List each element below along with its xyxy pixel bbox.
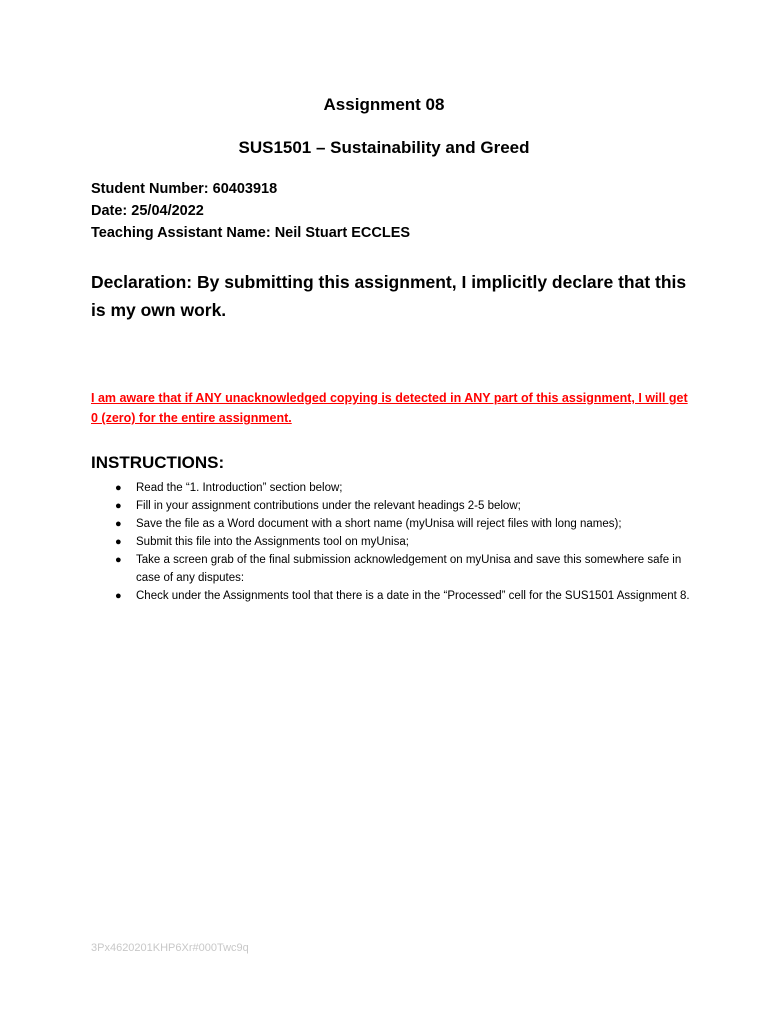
instructions-list <box>91 479 691 605</box>
list-item <box>91 497 691 515</box>
document-subtitle: SUS1501 – Sustainability and Greed <box>238 138 530 157</box>
bullet-icon: ● <box>115 482 122 494</box>
document-watermark: 3Px4620201KHP6Xr#000Twc9q <box>91 942 249 954</box>
declaration-statement: Declaration: By submitting this assignment, I implicitly declare that this is my own work. <box>91 272 687 320</box>
bullet-icon: ● <box>115 590 122 602</box>
bullet-icon: ● <box>115 518 122 530</box>
submission-date: Date: 25/04/2022 <box>91 203 204 219</box>
list-item-text: Check under the Assignments tool that there is a date in the “Processed” cell for the SUS1501 Assignment 8. <box>136 590 690 602</box>
teaching-assistant-name: Teaching Assistant Name: Neil Stuart ECCLES <box>91 225 411 241</box>
bullet-icon: ● <box>115 500 122 512</box>
list-item <box>91 533 691 551</box>
bullet-icon: ● <box>115 554 122 566</box>
list-item <box>91 515 691 533</box>
document-title: Assignment 08 <box>323 95 445 114</box>
list-item-text: Save the file as a Word document with a short name (myUnisa will reject files with long names); <box>136 518 622 530</box>
instructions-heading: INSTRUCTIONS: <box>91 453 225 472</box>
plagiarism-warning: I am aware that if ANY unacknowledged copying is detected in ANY part of this assignment, I will get 0 (zero) for the entire assignment. <box>91 391 688 425</box>
student-number: Student Number: 60403918 <box>91 181 278 197</box>
list-item-text: Submit this file into the Assignments tool on myUnisa; <box>136 536 409 548</box>
list-item-text: Fill in your assignment contributions under the relevant headings 2-5 below; <box>136 500 521 512</box>
bullet-icon: ● <box>115 536 122 548</box>
student-details <box>91 178 410 244</box>
list-item <box>91 479 691 497</box>
list-item-text: Read the “1. Introduction” section below; <box>136 482 343 494</box>
list-item-text: Take a screen grab of the final submission acknowledgement on myUnisa and save this somewhere safe in case of any disputes: <box>136 554 682 584</box>
list-item <box>91 587 691 605</box>
list-item <box>91 551 691 587</box>
